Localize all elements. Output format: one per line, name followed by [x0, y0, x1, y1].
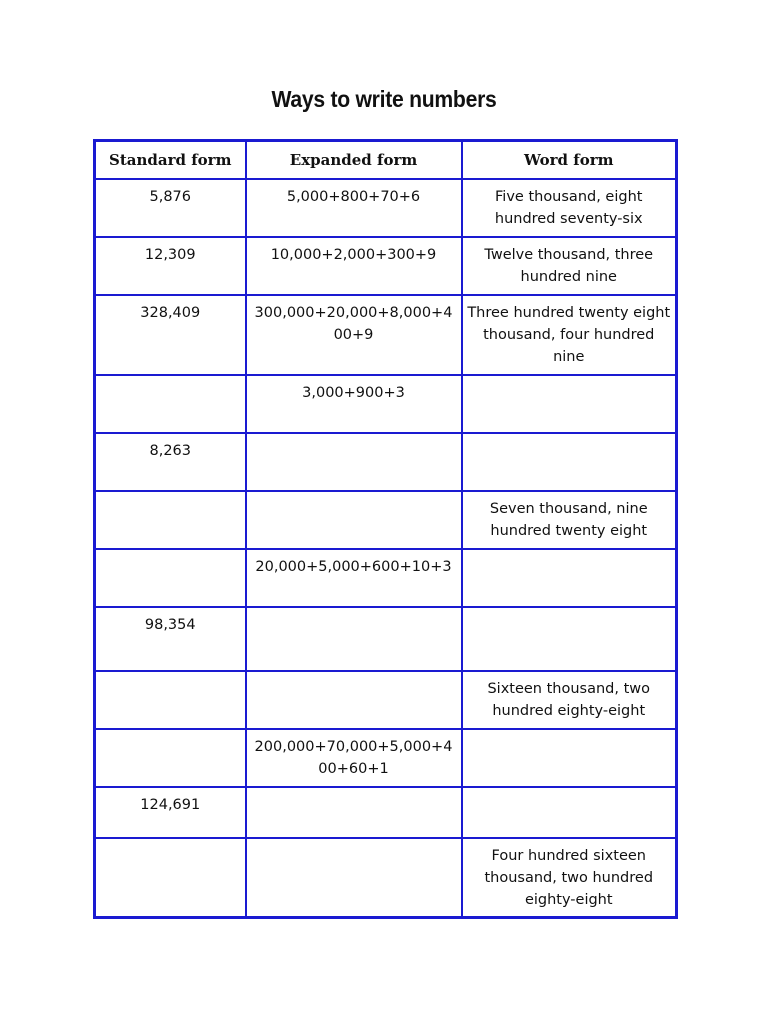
word-form-cell: Five thousand, eight hundred seventy-six — [462, 179, 677, 237]
number-forms-table — [93, 139, 678, 919]
word-form-cell: Three hundred twenty eight thousand, four hundred nine — [462, 295, 677, 375]
column-header-word-form: Word form — [462, 141, 677, 180]
standard-form-cell: 8,263 — [95, 433, 246, 491]
table-row — [95, 729, 677, 787]
word-form-cell — [462, 729, 677, 787]
expanded-form-cell: 200,000+70,000+5,000+400+60+1 — [246, 729, 462, 787]
expanded-form-cell — [246, 787, 462, 838]
expanded-form-cell — [246, 491, 462, 549]
standard-form-cell — [95, 491, 246, 549]
standard-form-cell: 328,409 — [95, 295, 246, 375]
expanded-form-cell: 5,000+800+70+6 — [246, 179, 462, 237]
table-row — [95, 838, 677, 917]
expanded-form-cell: 10,000+2,000+300+9 — [246, 237, 462, 295]
table-row — [95, 491, 677, 549]
column-header-standard-form: Standard form — [95, 141, 246, 180]
table-row — [95, 295, 677, 375]
standard-form-cell: 5,876 — [95, 179, 246, 237]
table-row — [95, 607, 677, 671]
page-title: Ways to write numbers — [271, 86, 497, 112]
expanded-form-cell — [246, 671, 462, 729]
table-row — [95, 375, 677, 433]
expanded-form-cell — [246, 838, 462, 917]
table-row — [95, 237, 677, 295]
standard-form-cell — [95, 729, 246, 787]
expanded-form-cell: 300,000+20,000+8,000+400+9 — [246, 295, 462, 375]
standard-form-cell — [95, 671, 246, 729]
table-row — [95, 179, 677, 237]
table-header-row — [95, 141, 677, 180]
standard-form-cell — [95, 838, 246, 917]
expanded-form-cell — [246, 433, 462, 491]
expanded-form-cell: 3,000+900+3 — [246, 375, 462, 433]
standard-form-cell: 124,691 — [95, 787, 246, 838]
word-form-cell: Sixteen thousand, two hundred eighty-eight — [462, 671, 677, 729]
table-row — [95, 671, 677, 729]
word-form-cell — [462, 549, 677, 607]
word-form-cell — [462, 375, 677, 433]
column-header-expanded-form: Expanded form — [246, 141, 462, 180]
word-form-cell: Four hundred sixteen thousand, two hundred eighty-eight — [462, 838, 677, 917]
standard-form-cell: 12,309 — [95, 237, 246, 295]
table-row — [95, 787, 677, 838]
table-row — [95, 549, 677, 607]
standard-form-cell: 98,354 — [95, 607, 246, 671]
expanded-form-cell — [246, 607, 462, 671]
word-form-cell — [462, 787, 677, 838]
word-form-cell: Seven thousand, nine hundred twenty eight — [462, 491, 677, 549]
standard-form-cell — [95, 375, 246, 433]
table-row — [95, 433, 677, 491]
word-form-cell: Twelve thousand, three hundred nine — [462, 237, 677, 295]
word-form-cell — [462, 607, 677, 671]
standard-form-cell — [95, 549, 246, 607]
expanded-form-cell: 20,000+5,000+600+10+3 — [246, 549, 462, 607]
word-form-cell — [462, 433, 677, 491]
